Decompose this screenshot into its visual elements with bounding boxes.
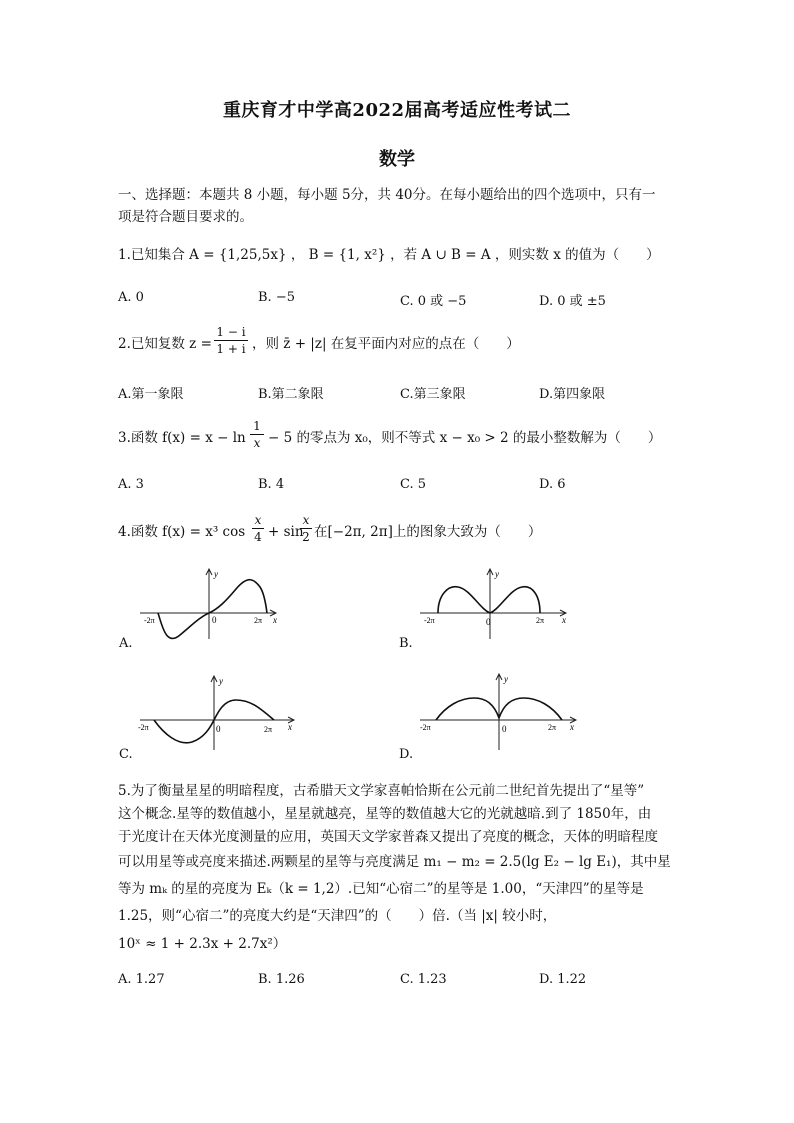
fraction-numerator: 1 [250, 418, 264, 435]
question-3-option-b: B. 4 [258, 477, 285, 492]
question-3-option-d: D. 6 [539, 477, 566, 492]
question-4-stem-start: 4.函数 f(x) = x³ cos [118, 524, 246, 540]
graph-option-d [416, 672, 581, 752]
question-4-fraction-1 [252, 512, 264, 545]
question-5-line2: 这个概念.星等的数值越小，星星就越亮，星等的数值越大它的光就越暗.到了 1850年，由 [118, 806, 652, 822]
question-5-line5: 等为 mₖ 的星的亮度为 Eₖ（k = 1,2）.已知“心宿二”的星等是 1.00，“天津四”的星等是 [118, 881, 644, 897]
label-right: 2π [536, 616, 545, 625]
label-origin: 0 [502, 724, 507, 734]
fraction-numerator: 1 − i [214, 324, 248, 341]
function-curve [438, 587, 540, 613]
question-1-option-c: C. 0 或 −5 [400, 294, 467, 309]
question-5-line7: 10ˣ ≈ 1 + 2.3x + 2.7x²） [118, 936, 287, 952]
label-origin: 0 [486, 617, 491, 627]
question-1-stem: 1.已知集合 A = {1,25,5x} ， B = {1, x²} ，若 A ∪ B = A ，则实数 x 的值为（ ） [118, 247, 660, 263]
question-4-fraction-2 [300, 512, 312, 545]
option-d-label: D. [399, 747, 414, 762]
question-2-option-b: B.第二象限 [258, 387, 324, 402]
question-2-stem-end: ，则 z̄ + |z| 在复平面内对应的点在（ ） [252, 336, 520, 352]
label-left: -2π [420, 723, 431, 732]
label-left: -2π [144, 616, 155, 625]
fraction-numerator: x [252, 512, 264, 529]
question-3-stem-start: 3.函数 f(x) = x − ln [118, 430, 246, 446]
option-b-label: B. [399, 636, 413, 651]
question-5-option-c: C. 1.23 [400, 972, 447, 987]
question-2-stem-start: 2.已知复数 z = [118, 336, 212, 352]
label-x: x [570, 722, 574, 732]
page-title: 重庆育才中学高2022届高考适应性考试二 [222, 100, 572, 121]
label-right: 2π [264, 725, 273, 734]
question-5-line3: 于光度计在天体光度测量的应用，英国天文学家普森又提出了亮度的概念，天体的明暗程度 [118, 829, 658, 845]
function-curve [158, 580, 267, 639]
question-5-option-a: A. 1.27 [118, 972, 165, 987]
question-4-stem-mid: + sin [268, 524, 304, 540]
graph-option-a [136, 565, 286, 640]
question-5-line6: 1.25，则“心宿二”的亮度大约是“天津四”的（ ）倍.（当 |x| 较小时， [118, 908, 557, 924]
label-x: x [562, 615, 566, 625]
fraction-denominator: 2 [302, 530, 310, 544]
question-5-line1: 5.为了衡量星星的明暗程度，古希腊天文学家喜帕恰斯在公元前二世纪首先提出了“星等” [118, 783, 645, 799]
question-1-option-a: A. 0 [118, 290, 144, 305]
label-origin: 0 [212, 615, 217, 625]
section-intro-line2: 项是符合题目要求的。 [118, 209, 253, 225]
graph-option-b [416, 565, 576, 640]
question-3-fraction [250, 418, 264, 451]
page-subtitle: 数学 [379, 149, 415, 170]
label-y: y [504, 674, 508, 684]
question-3-option-c: C. 5 [400, 477, 427, 492]
graph-option-c [136, 672, 301, 752]
question-5-option-d: D. 1.22 [539, 972, 587, 987]
question-4-stem-end: 在[−2π, 2π]上的图象大致为（ ） [314, 524, 542, 540]
question-2-fraction [214, 324, 248, 357]
label-right: 2π [548, 723, 557, 732]
question-1-option-d: D. 0 或 ±5 [539, 294, 606, 309]
fraction-denominator: x [253, 436, 261, 450]
question-2-option-a: A.第一象限 [118, 387, 184, 402]
question-5-option-b: B. 1.26 [258, 972, 305, 987]
label-left: -2π [138, 723, 149, 732]
question-1-option-b: B. −5 [258, 290, 295, 305]
question-2-option-d: D.第四象限 [539, 387, 606, 402]
question-3-option-a: A. 3 [118, 477, 144, 492]
label-right: 2π [254, 616, 263, 625]
option-a-label: A. [119, 636, 133, 651]
section-intro-line1: 一、选择题：本题共 8 小题，每小题 5分，共 40分。在每小题给出的四个选项中，只有一 [118, 187, 656, 203]
label-left: -2π [424, 616, 435, 625]
label-x: x [273, 615, 277, 625]
fraction-denominator: 4 [254, 530, 262, 544]
question-5-line4: 可以用星等或亮度来描述.两颗星的星等与亮度满足 m₁ − m₂ = 2.5(lg E₂ − lg E₁)，其中星 [118, 854, 671, 870]
label-origin: 0 [216, 724, 221, 734]
option-c-label: C. [119, 747, 133, 762]
label-x: x [288, 722, 292, 732]
question-2-option-c: C.第三象限 [400, 387, 466, 402]
label-y: y [214, 569, 218, 579]
question-3-stem-end: − 5 的零点为 x₀，则不等式 x − x₀ > 2 的最小整数解为（ ） [268, 430, 662, 446]
fraction-numerator: x [300, 512, 312, 529]
fraction-denominator: 1 + i [216, 342, 246, 356]
label-y: y [219, 676, 223, 686]
label-y: y [495, 569, 499, 579]
